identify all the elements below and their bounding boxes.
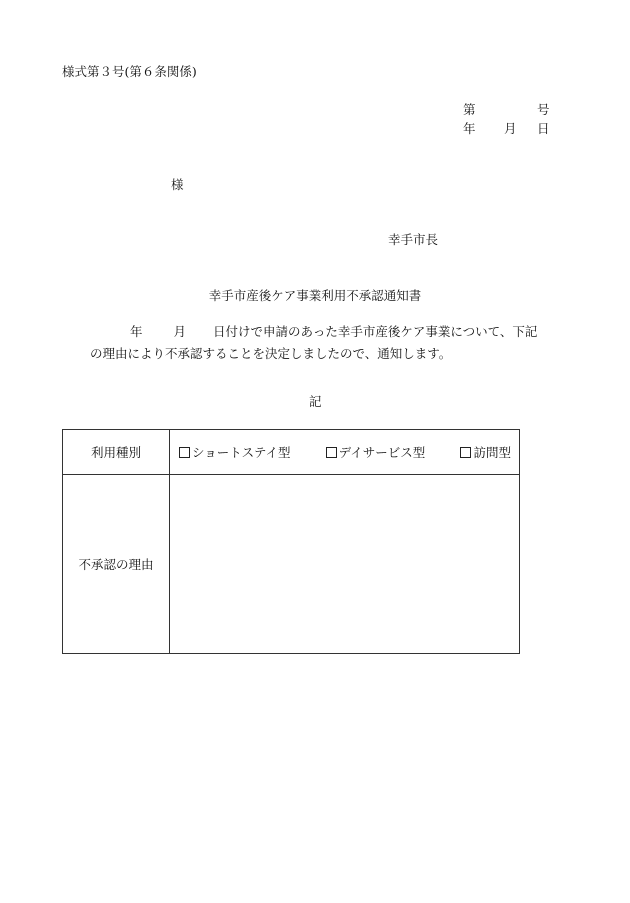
option-visit[interactable]: [460, 443, 511, 461]
date-day-label: 日: [537, 121, 550, 136]
body-line-2: の理由により不承認することを決定しましたので、通知します。: [90, 346, 452, 361]
usage-type-label: 利用種別: [63, 430, 170, 475]
body-month-label: 月: [173, 324, 187, 339]
option-day-service-label: デイサービス型: [338, 445, 426, 460]
option-short-stay[interactable]: [179, 443, 291, 461]
reason-row: [63, 475, 520, 654]
option-short-stay-label: ショートステイ型: [192, 445, 291, 460]
usage-type-options: [170, 443, 519, 461]
addressee-honorific: 様: [171, 177, 184, 192]
reason-table: [62, 429, 520, 654]
date-year-label: 年: [463, 121, 476, 136]
date-month-label: 月: [504, 121, 517, 136]
reason-value-field[interactable]: [170, 475, 520, 654]
usage-type-options-cell: [170, 430, 520, 475]
usage-type-row: [63, 430, 520, 475]
body-line-1-text: 日付けで申請のあった幸手市産後ケア事業について、下記: [213, 324, 538, 339]
reason-label: 不承認の理由: [63, 475, 170, 654]
body-line-1: [130, 326, 537, 339]
form-number: 様式第３号(第６条関係): [62, 64, 197, 79]
checkbox-icon[interactable]: [179, 447, 190, 458]
option-day-service[interactable]: [326, 443, 426, 461]
doc-number-prefix: 第: [463, 102, 476, 117]
body-year-label: 年: [130, 324, 143, 339]
doc-number-suffix: 号: [537, 102, 550, 117]
sender-name: 幸手市長: [388, 232, 439, 247]
checkbox-icon[interactable]: [460, 447, 471, 458]
checkbox-icon[interactable]: [326, 447, 337, 458]
option-visit-label: 訪問型: [473, 445, 511, 460]
document-title: 幸手市産後ケア事業利用不承認通知書: [208, 288, 422, 303]
ki-heading: 記: [309, 394, 322, 409]
